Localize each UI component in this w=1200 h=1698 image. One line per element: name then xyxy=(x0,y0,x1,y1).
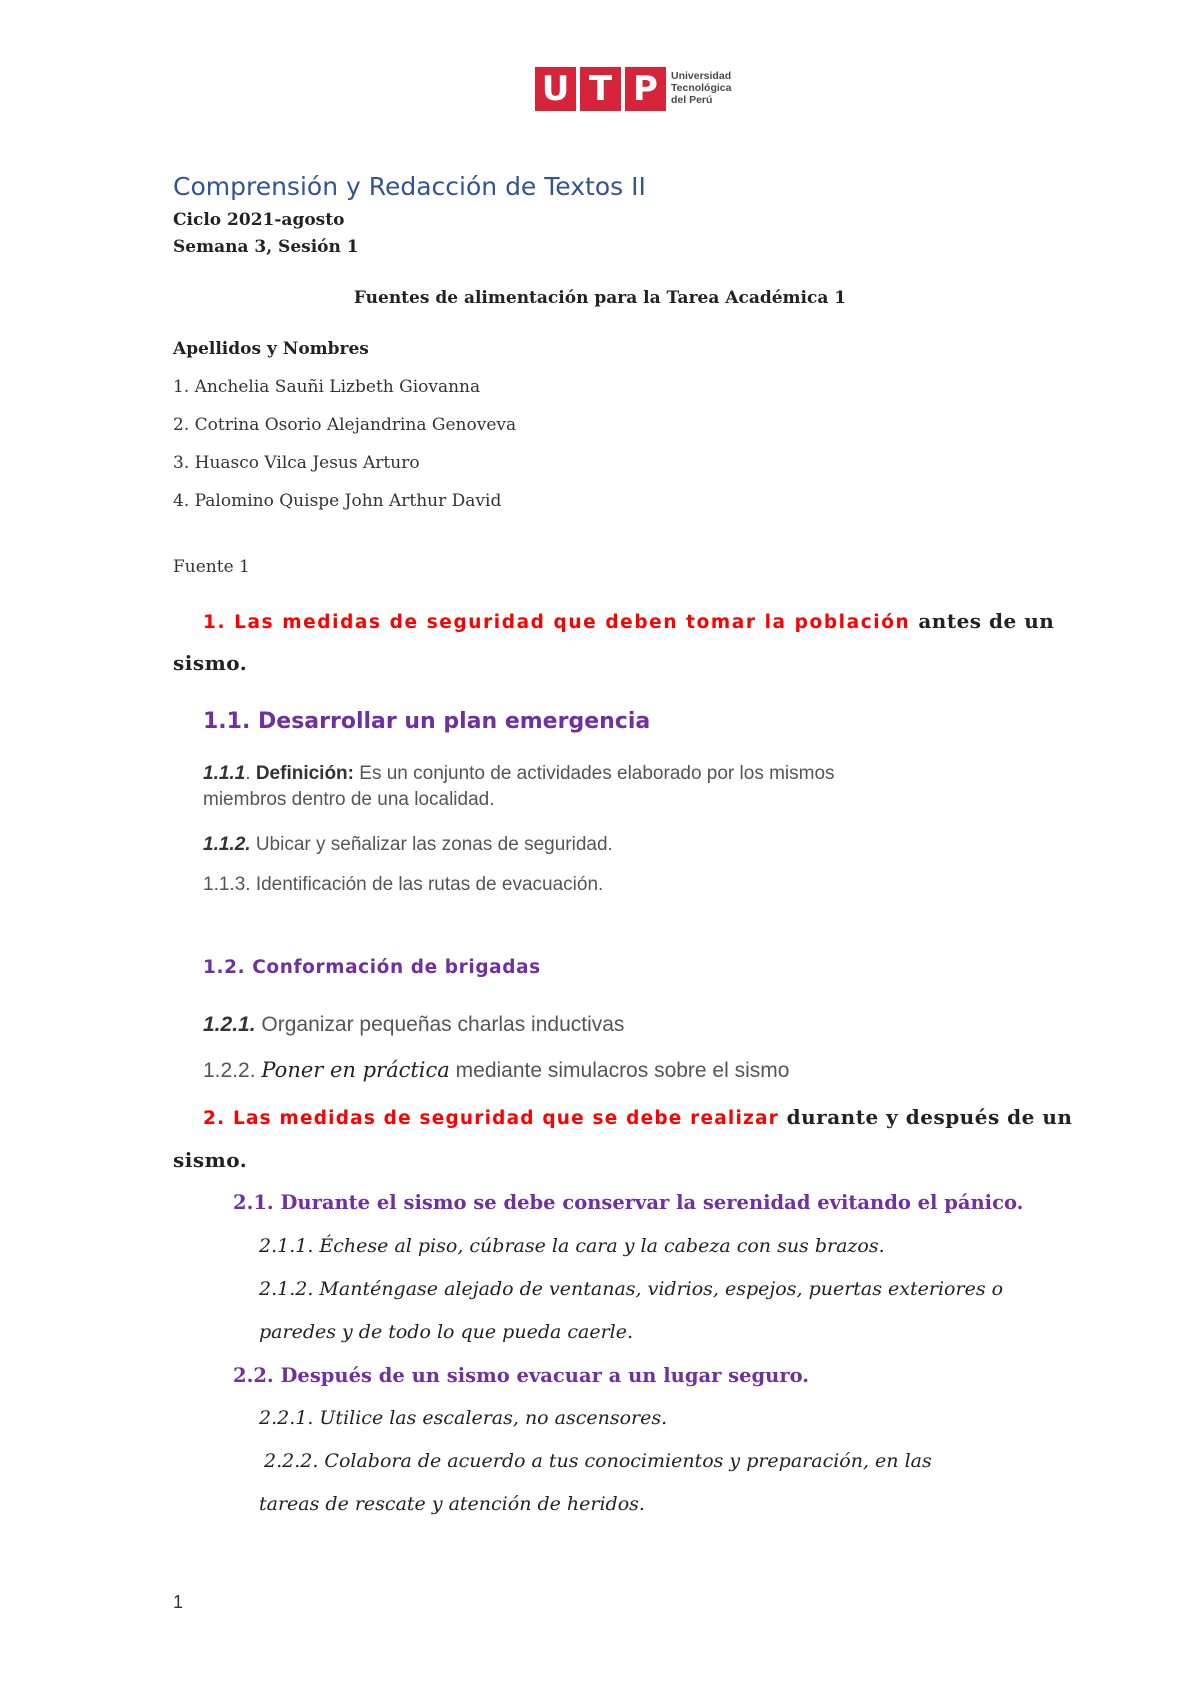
item-2-2-2: 2.2.2. Colabora de acuerdo a tus conocimientos y preparación, en las xyxy=(264,1450,932,1472)
subsection-1-2-title: 1.2. Conformación de brigadas xyxy=(203,957,541,978)
section-1-number: 1. xyxy=(203,612,227,633)
item-1-1-1: 1.1.1. Definición: Es un conjunto de actividades elaborado por los mismos xyxy=(203,763,835,784)
author-item: 2. Cotrina Osorio Alejandrina Genoveva xyxy=(173,415,517,435)
subsection-2-2-title: 2.2. Después de un sismo evacuar a un lugar seguro. xyxy=(233,1364,810,1387)
section-1-heading xyxy=(203,609,1054,633)
document-subtitle: Fuentes de alimentación para la Tarea Académica 1 xyxy=(353,288,847,308)
cycle-label: Ciclo 2021-agosto xyxy=(173,210,345,230)
source-label: Fuente 1 xyxy=(173,557,250,577)
section-1-red-text: Las medidas de seguridad que deben tomar la población xyxy=(234,612,911,633)
logo-letter-t: T xyxy=(580,67,621,111)
section-1-dark-text: antes de un xyxy=(918,609,1055,633)
item-2-1-2-cont: paredes y de todo lo que pueda caerle. xyxy=(259,1321,634,1343)
item-1-2-2: 1.2.2. Poner en práctica mediante simulacros sobre el sismo xyxy=(203,1058,790,1082)
item-2-2-1: 2.2.1. Utilice las escaleras, no ascensores. xyxy=(259,1407,668,1429)
logo-letter-u: U xyxy=(535,67,576,111)
document-title: Comprensión y Redacción de Textos II xyxy=(173,172,646,201)
section-2-heading-cont: sismo. xyxy=(173,1148,248,1172)
section-2-heading: 2. Las medidas de seguridad que se debe realizar durante y después de un xyxy=(203,1105,1073,1129)
page-number: 1 xyxy=(173,1592,184,1612)
item-1-2-1: 1.2.1. Organizar pequeñas charlas inductivas xyxy=(203,1013,625,1036)
item-1-1-3: 1.1.3. Identificación de las rutas de evacuación. xyxy=(203,874,604,895)
section-2-dark-text: durante y después de un xyxy=(786,1105,1073,1129)
logo-university-name: Universidad Tecnológica del Perú xyxy=(671,70,732,106)
item-1-1-2: 1.1.2. Ubicar y señalizar las zonas de seguridad. xyxy=(203,834,613,855)
definition-label: Definición: xyxy=(255,763,354,784)
author-item: 1. Anchelia Sauñi Lizbeth Giovanna xyxy=(173,377,481,397)
subsection-1-1-title: 1.1. Desarrollar un plan emergencia xyxy=(203,709,651,734)
subsection-2-1-title: 2.1. Durante el sismo se debe conservar la serenidad evitando el pánico. xyxy=(233,1191,1024,1214)
logo-letter-p: P xyxy=(625,67,666,111)
item-2-1-1: 2.1.1. Échese al piso, cúbrase la cara y la cabeza con sus brazos. xyxy=(259,1235,885,1257)
item-2-2-2-cont: tareas de rescate y atención de heridos. xyxy=(259,1493,645,1515)
author-item: 4. Palomino Quispe John Arthur David xyxy=(173,491,502,511)
section-1-heading-cont: sismo. xyxy=(173,651,248,675)
item-1-1-1-cont: miembros dentro de una localidad. xyxy=(203,789,495,810)
item-2-1-2: 2.1.2. Manténgase alejado de ventanas, vidrios, espejos, puertas exteriores o xyxy=(259,1278,1004,1300)
author-item: 3. Huasco Vilca Jesus Arturo xyxy=(173,453,420,473)
session-label: Semana 3, Sesión 1 xyxy=(173,237,359,257)
authors-label: Apellidos y Nombres xyxy=(173,339,369,359)
section-2-red-text: Las medidas de seguridad que se debe realizar xyxy=(232,1108,779,1129)
